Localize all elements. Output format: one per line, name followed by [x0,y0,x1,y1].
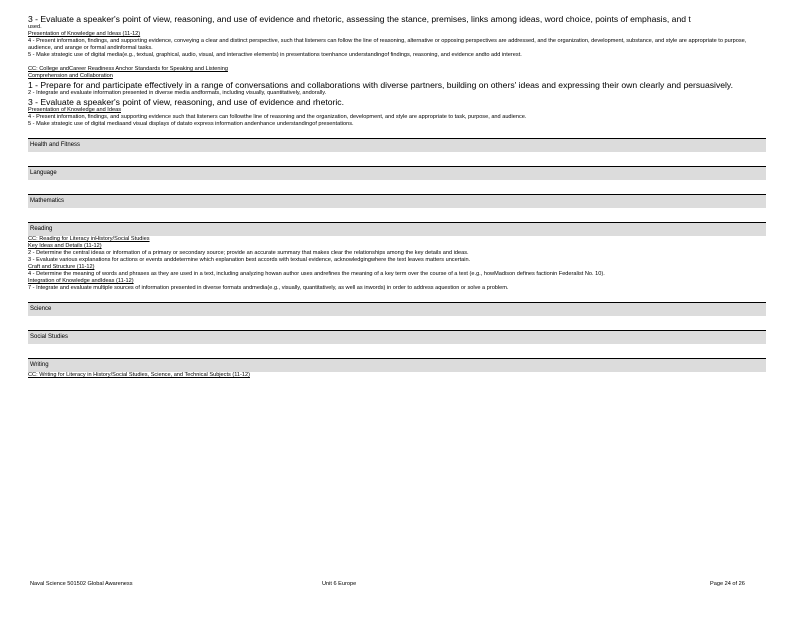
heading-presentation-knowledge: Presentation of Knowledge and Ideas [28,107,121,113]
reading-standard-3: 3 - Evaluate various explanations for actions or events anddetermine which explanation best accords with textual evidence, acknowledgingwhere the text leaves matters uncertain. [28,257,471,263]
heading-key-ideas-details: Key Ideas and Details (11-12) [28,243,102,249]
anchor-standard-5: 5 - Make strategic use of digital mediaand visual displays of datato express information andenhance understandingof presentations. [28,121,354,127]
section-health-fitness: Health and Fitness [28,138,766,152]
document-page [28,14,766,379]
anchor-standard-3: 3 - Evaluate a speaker's point of view, reasoning, and use of evidence and rhetoric. [28,97,344,107]
footer-page-number: Page 24 of 26 [710,581,745,587]
heading-integration-knowledge: Integration of Knowledge andIdeas (11-12) [28,278,134,284]
reading-standard-4: 4 - Determine the meaning of words and phrases as they are used in a text, including analyzing howan author uses andrefines the meaning of a key term over the course of a text (e.g., howMadison defines factionin Federalist No. 10). [28,271,605,277]
section-mathematics: Mathematics [28,194,766,208]
section-science: Science [28,302,766,316]
writing-standard-title: CC: Writing for Literacy in History/Social Studies, Science, and Technical Subjects (11-12) [28,372,250,378]
section-reading: Reading [28,222,766,236]
speaking-standard-3-continuation: used. [28,24,42,30]
section-writing: Writing [28,358,766,372]
footer-unit: Unit 6 Europe [322,581,357,587]
speaking-standard-3-full: 3 - Evaluate a speaker's point of view, reasoning, and use of evidence and rhetoric, assessing the stance, premises, links among ideas, word choice, points of emphasis, and t [28,14,691,24]
speaking-standard-4-full: 4 - Present information, findings, and supporting evidence, conveying a clear and distinct perspective, such that listeners can follow the line of reasoning, alternative or opposing perspectives are addressed, and the organization, development, substance, and style are appropriate to purpose, audience, and arange or formal andinformal tasks. [28,38,747,51]
anchor-standard-2: 2 - Integrate and evaluate information presented in diverse media andformats, including visually, quantitatively, andorally. [28,90,327,96]
reading-standard-7: 7 - Integrate and evaluate multiple sources of information presented in diverse formats andmedia(e.g., visually, quantitatively, as well as inwords) in order to address aquestion or solve a problem. [28,285,509,291]
section-language: Language [28,166,766,180]
reading-standard-2: 2 - Determine the central ideas or information of a primary or secondary source; provide an accurate summary that makes clear the relationships among the key details and ideas. [28,250,469,256]
heading-comprehension-collaboration: Comprehension and Collaboration [28,73,113,79]
anchor-standard-1: 1 - Prepare for and participate effectively in a range of conversations and collaborations with diverse partners, building on others' ideas and expressing their own clearly and persuasively. [28,80,733,90]
heading-craft-structure: Craft and Structure (11-12) [28,264,95,270]
reading-standard-title: CC: Reading for Literacy inHistory/Social Studies [28,236,150,242]
speaking-standard-5-full: 5 - Make strategic use of digital media(e.g., textual, graphical, audio, visual, and interactive elements) in presentations toenhance understandingof findings, reasoning, and evidence andto add interest. [28,52,522,58]
footer-course: Naval Science 501502 Global Awareness [30,581,133,587]
heading-presentation-knowledge-11-12: Presentation of Knowledge and Ideas (11-12) [28,31,141,37]
section-social-studies: Social Studies [28,330,766,344]
anchor-standards-title: CC: College andCareer Readiness Anchor Standards for Speaking and Listening [28,66,228,72]
anchor-standard-4: 4 - Present information, findings, and supporting evidence such that listeners can followthe line of reasoning and the organization, development, and style are appropriate to task, purpose, and audience. [28,114,527,120]
